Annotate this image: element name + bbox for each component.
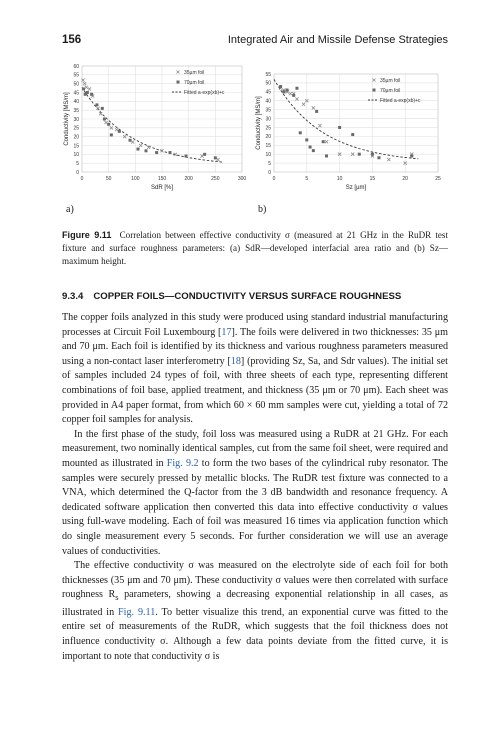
chart-b-legend-label: 35µm foil bbox=[380, 77, 401, 84]
chart-a-point-70um bbox=[103, 118, 106, 121]
chart-a-point-70um bbox=[118, 130, 121, 133]
chart-b-plot-frame bbox=[274, 74, 438, 172]
paragraph-2 bbox=[62, 428, 448, 559]
chart-b-y-tick-label: 45 bbox=[265, 89, 271, 96]
chart-b-point-35um bbox=[302, 103, 305, 106]
chart-a-y-tick-label: 30 bbox=[73, 116, 79, 123]
chart-a-point-35um bbox=[200, 155, 203, 158]
chart-b-point-70um bbox=[299, 131, 302, 134]
chart-b-point-70um bbox=[305, 138, 308, 141]
chart-a-y-tick-label: 55 bbox=[73, 72, 79, 79]
chart-b-point-70um bbox=[295, 87, 298, 90]
chart-a-y-tick-label: 35 bbox=[73, 107, 79, 114]
chart-a-point-35um bbox=[115, 128, 118, 131]
chart-b-point-35um bbox=[289, 92, 292, 95]
chart-a-point-35um bbox=[88, 87, 91, 90]
chart-a-x-axis-label: SdR [%] bbox=[150, 185, 174, 191]
chart-a-y-tick-label: 20 bbox=[73, 134, 79, 141]
figure-charts bbox=[62, 60, 448, 220]
chart-a-point-70um bbox=[82, 87, 85, 90]
chart-b-point-70um bbox=[309, 146, 312, 149]
figure-link-9-11[interactable]: Fig. 9.11 bbox=[118, 606, 156, 618]
chart-a-legend-label: 35µm foil bbox=[184, 69, 205, 76]
chart-b-y-tick-label: 20 bbox=[265, 134, 271, 141]
chart-b-y-tick-label: 30 bbox=[265, 116, 271, 123]
citation-link-18[interactable]: 18 bbox=[230, 355, 241, 367]
chart-b-point-35um bbox=[295, 97, 298, 100]
chart-b-y-tick-label: 5 bbox=[268, 160, 271, 167]
chart-a-y-tick-label: 5 bbox=[76, 160, 79, 167]
chart-b-point-70um bbox=[315, 110, 318, 113]
chart-a-point-35um bbox=[216, 158, 219, 161]
chart-a-point-70um bbox=[107, 123, 110, 126]
chart-a-x-tick-label: 150 bbox=[157, 176, 167, 182]
chart-b-legend-label: 70µm foil bbox=[380, 87, 401, 94]
chart-a-y-tick-label: 40 bbox=[73, 99, 79, 106]
paragraph-text: parameters, showing a decreasing exponential relationship in all cases, as illustrated in bbox=[62, 589, 448, 618]
chart-b-x-tick-label: 20 bbox=[402, 176, 408, 182]
chart-a-point-70um bbox=[185, 155, 188, 158]
chart-a-x-tick-label: 200 bbox=[184, 176, 193, 182]
chart-b-y-tick-label: 10 bbox=[265, 151, 271, 158]
chart-b-point-70um bbox=[312, 149, 315, 152]
chart-a-x-tick-label: 100 bbox=[131, 176, 140, 182]
chart-b-point-70um bbox=[338, 126, 341, 129]
chart-a-point-70um bbox=[95, 103, 98, 106]
chart-b-x-tick-label: 10 bbox=[336, 176, 343, 182]
chart-a-point-70um bbox=[169, 151, 172, 154]
chart-a-point-70um bbox=[86, 91, 89, 94]
chart-b-point-70um bbox=[286, 89, 289, 92]
chart-a-y-tick-label: 15 bbox=[73, 143, 79, 150]
figure-label: Figure 9.11 bbox=[62, 230, 112, 240]
chart-b-point-70um bbox=[325, 154, 328, 157]
chart-a-point-70um bbox=[101, 107, 104, 110]
chart-b-point-70um bbox=[351, 133, 354, 136]
chart-a-y-tick-label: 10 bbox=[73, 152, 79, 159]
chart-a-y-tick-label: 60 bbox=[73, 63, 79, 70]
chart-a-x-tick-label: 250 bbox=[211, 176, 220, 182]
paragraph-text: ]. The foils were delivered in two thicknesses: 35 μm and 70 μm. Each foil is identified by its thickness and various roughness parameters measured using a non-contact laser interferometry [ bbox=[62, 326, 448, 367]
chart-b-legend-marker-35um bbox=[373, 79, 376, 82]
chart-b-legend-label: Fitted a·exp(xb)+c bbox=[380, 97, 421, 104]
chart-a-fit-curve bbox=[82, 87, 223, 162]
chart-b-y-tick-label: 0 bbox=[268, 169, 271, 176]
chart-b-y-tick-label: 35 bbox=[265, 107, 271, 114]
chart-b-x-tick-label: 0 bbox=[272, 176, 276, 182]
chart-b-x-tick-label: 25 bbox=[435, 176, 441, 182]
chart-a-point-70um bbox=[203, 153, 206, 156]
panel-label-b: b) bbox=[258, 204, 267, 215]
chart-b-y-tick-label: 50 bbox=[265, 80, 271, 87]
section-number: 9.3.4 bbox=[62, 291, 84, 302]
chart-b-x-axis-label: Sz [µm] bbox=[345, 185, 367, 191]
chart-a-y-tick-label: 0 bbox=[76, 169, 79, 176]
chart-b-point-70um bbox=[358, 153, 361, 156]
chart-b-x-tick-label: 5 bbox=[305, 176, 309, 182]
chart-a-point-35um bbox=[104, 121, 107, 124]
figure-9-11 bbox=[62, 60, 448, 220]
chart-b-y-tick-label: 55 bbox=[265, 71, 271, 78]
chart-a-y-axis-label: Conductivity [MS/m] bbox=[64, 92, 70, 146]
paragraph-text: The copper foils analyzed in this study were produced using standard industrial manufacturing processes at Circuit Foil Luxembourg [ bbox=[62, 312, 448, 338]
chart-b-point-35um bbox=[312, 106, 315, 109]
chart-b-point-70um bbox=[371, 153, 374, 156]
chart-b-point-70um bbox=[410, 154, 413, 157]
figure-caption bbox=[62, 229, 448, 269]
paragraph-text: ] (providing Sz, Sa, and Sdr values). The initial set of samples included 24 types of foil, with three sheets of each type, representing different combinations of foil base, applied treatment, and thickness (35 μm or 70 μm). Each sheet was provided in A4 paper format, from which 60 × 60 mm samples were cut, yielding a total of 72 copper foil samples for analysis. bbox=[62, 355, 448, 426]
chart-a-point-70um bbox=[110, 133, 113, 136]
page-number: 156 bbox=[62, 34, 82, 46]
chart-a-point-35um bbox=[85, 86, 88, 89]
chart-a-x-tick-label: 0 bbox=[80, 176, 84, 182]
chart-a-y-tick-label: 45 bbox=[73, 90, 79, 97]
page-header bbox=[62, 34, 448, 50]
chart-a-legend-marker-70um bbox=[177, 81, 180, 84]
chart-a-legend-label: 70µm foil bbox=[184, 79, 205, 86]
paragraph-text: In the first phase of the study, foil loss was measured using a RuDR at 21 GHz. For each measurement, two nominally identical samples, cut from the same foil sheet, were required and mounted as illustrated in bbox=[62, 428, 448, 469]
chart-a-y-tick-label: 25 bbox=[73, 125, 79, 132]
subscript: s bbox=[115, 593, 119, 603]
paragraph-1 bbox=[62, 311, 448, 428]
chart-b-x-tick-label: 15 bbox=[369, 176, 376, 182]
chart-b-point-70um bbox=[322, 140, 325, 143]
chart-a-x-tick-label: 50 bbox=[105, 176, 112, 182]
chart-a-x-tick-label: 300 bbox=[237, 176, 247, 182]
chart-b-legend-marker-70um bbox=[373, 89, 376, 92]
chart-b-point-70um bbox=[279, 85, 282, 88]
panel-label-a: a) bbox=[66, 204, 74, 215]
chart-b-point-70um bbox=[377, 156, 380, 159]
chart-a-y-tick-label: 50 bbox=[73, 81, 79, 88]
citation-link-17[interactable]: 17 bbox=[221, 326, 232, 338]
chart-b-point-35um bbox=[318, 124, 321, 127]
chart-a-legend-marker-35um bbox=[177, 71, 180, 74]
chart-a-point-70um bbox=[90, 93, 93, 96]
chart-b-point-70um bbox=[292, 94, 295, 97]
caption-text: Correlation between effective conductivity σ (measured at 21 GHz in the RuDR test fixture and surface roughness parameters: (a) SdR—developed interfacial area ratio and (b) Sz—maximum height. bbox=[62, 230, 448, 267]
chart-b-point-70um bbox=[282, 90, 285, 93]
chart-b-y-tick-label: 25 bbox=[265, 125, 271, 132]
chart-b-y-tick-label: 40 bbox=[265, 98, 271, 105]
chart-b-point-35um bbox=[325, 140, 328, 143]
paragraph-text: The effective conductivity σ was measured on the electrolyte side of each foil for both thicknesses (35 μm and 70 μm). These conductivity σ values were then correlated with surface roughness R bbox=[62, 560, 448, 601]
chart-a-legend-label: Fitted a·exp(xb)+c bbox=[184, 89, 225, 96]
chart-a-point-70um bbox=[155, 151, 158, 154]
body-text bbox=[62, 311, 448, 664]
section-heading bbox=[62, 291, 448, 302]
chart-a-point-70um bbox=[137, 148, 140, 151]
chart-b-y-axis-label: Conductivity [MS/m] bbox=[256, 96, 262, 150]
paragraph-text: . To better visualize this trend, an exponential curve was fitted to the entire set of measurements of the RuDR, which suggests that the foil thickness does not influence conductivity σ. Although a few data points deviate from the fitted curve, it is important to note that conductivity σ is bbox=[62, 606, 448, 662]
chart-a-point-70um bbox=[214, 156, 217, 159]
chart-b-point-35um bbox=[387, 158, 390, 161]
section-title: COPPER FOILS—CONDUCTIVITY VERSUS SURFACE ROUGHNESS bbox=[93, 291, 402, 302]
chart-a-point-70um bbox=[145, 149, 148, 152]
paragraph-text: to form the two bases of the cylindrical ruby resonator. The samples were securely pressed by metallic blocks. The RuDR test fixture was connected to a VNA, which determined the Q-factor from the 3 dB bandwidth and resonance frequency. A dedicated software application then converted this data into effective conductivity σ values using full-wave modeling. Each of foil was measured 16 times via application function which do single measurement every 5 seconds. For further consideration we will use an average values of conductivities. bbox=[62, 457, 448, 557]
chart-b-y-tick-label: 15 bbox=[265, 143, 271, 150]
figure-link-9-2[interactable]: Fig. 9.2 bbox=[166, 457, 199, 469]
chart-a-point-35um bbox=[131, 140, 134, 143]
running-title: Integrated Air and Missile Defense Strategies bbox=[227, 34, 448, 46]
paragraph-3 bbox=[62, 559, 448, 664]
chart-a-point-70um bbox=[129, 139, 132, 142]
